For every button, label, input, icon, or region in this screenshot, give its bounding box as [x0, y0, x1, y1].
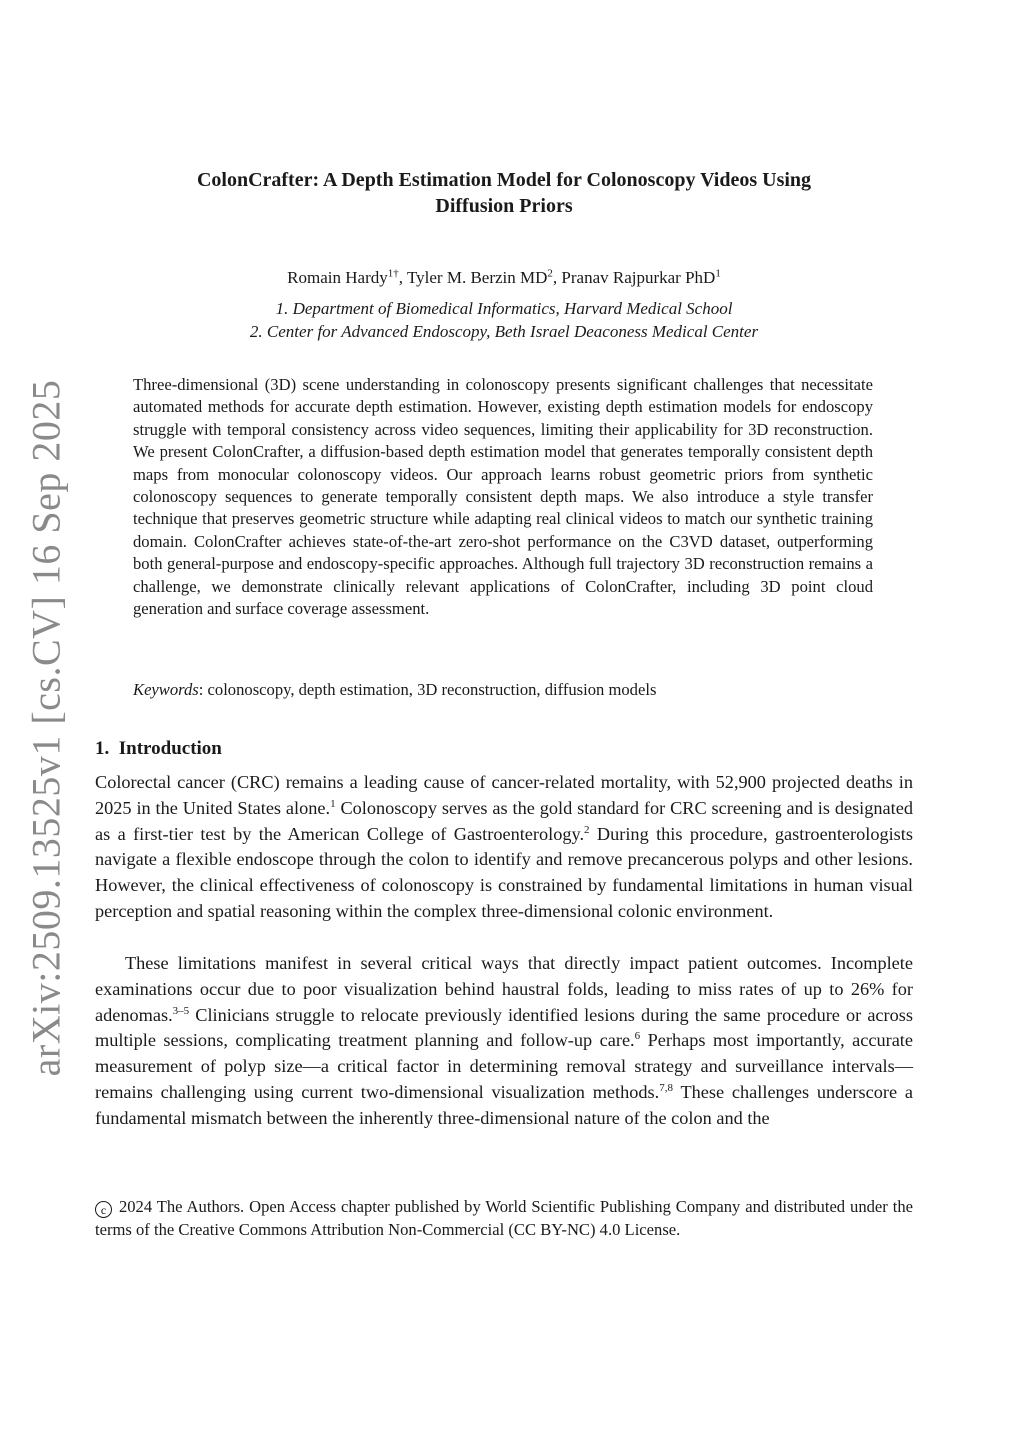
paper-title-line-2: Diffusion Priors	[435, 195, 573, 217]
paper-title-line-1: ColonCrafter: A Depth Estimation Model for Colonoscopy Videos Using	[196, 169, 812, 191]
copyright-icon: c	[95, 1201, 112, 1218]
keywords-separator: :	[198, 680, 208, 699]
author-affiliation-mark: 2	[547, 267, 553, 280]
author-name: Tyler M. Berzin MD	[406, 268, 548, 287]
author-separator: ,	[398, 268, 407, 287]
section-heading-introduction	[95, 737, 222, 761]
copyright-footnote	[95, 1196, 913, 1241]
author-name: Pranav Rajpurkar PhD	[561, 268, 716, 287]
paragraph-sentence: These limitations manifest in several critical ways that directly impact patient outcomes. Incomplete examinations occur due to poor visualization behind haustral folds, leading to miss rates of up to 26% for adenomas.	[95, 953, 913, 1025]
arxiv-identifier-stamp: arXiv:2509.13525v1 [cs.CV] 16 Sep 2025	[23, 379, 69, 1077]
paragraph-sentence: These challenges underscore a fundamental mismatch between the inherently three-dimensional nature of the colon and the	[95, 1081, 913, 1128]
author-list	[95, 266, 913, 290]
keywords-line	[133, 679, 873, 701]
author-name: Romain Hardy	[287, 268, 388, 287]
introduction-paragraph-1	[95, 770, 913, 925]
citation-ref: 2	[584, 823, 590, 836]
author-separator: ,	[552, 268, 562, 287]
affiliation-2: 2. Center for Advanced Endoscopy, Beth Israel Deaconess Medical Center	[249, 322, 759, 341]
introduction-paragraph-2	[95, 951, 913, 1132]
citation-ref: 1	[330, 797, 336, 810]
author-affiliation-mark: 1†	[387, 267, 399, 280]
affiliation-1: 1. Department of Biomedical Informatics, Harvard Medical School	[275, 299, 733, 318]
section-number: 1.	[95, 738, 110, 759]
keywords-label: Keywords	[133, 680, 199, 699]
paragraph-sentence: Colonoscopy serves as the gold standard for CRC screening and is designated as a first-tier test by the American College of Gastroenterology.	[95, 797, 913, 844]
citation-ref: 6	[634, 1030, 641, 1043]
author-affiliation-mark: 1	[715, 267, 721, 280]
keywords-text: colonoscopy, depth estimation, 3D reconstruction, diffusion models	[207, 680, 657, 699]
paragraph-sentence: Perhaps most importantly, accurate measurement of polyp size—a critical factor in determining removal strategy and surveillance intervals—remains challenging using current two-dimensional visualization methods.	[95, 1030, 913, 1102]
paragraph-sentence: Clinicians struggle to relocate previously identified lesions during the same procedure or across multiple sessions, complicating treatment planning and follow-up care.	[95, 1004, 913, 1051]
abstract-text: Three-dimensional (3D) scene understanding in colonoscopy presents significant challenges that necessitate automated methods for accurate depth estimation. However, existing depth estimation models for endoscopy struggle with temporal consistency across video sequences, limiting their applicability for 3D reconstruction. We present ColonCrafter, a diffusion-based depth estimation model that generates temporally consistent depth maps from monocular colonoscopy videos. Our approach learns robust geometric priors from synthetic colonoscopy sequences to generate temporally consistent depth maps. We also introduce a style transfer technique that preserves geometric structure while adapting real clinical videos to match our synthetic training domain. ColonCrafter achieves state-of-the-art zero-shot performance on the C3VD dataset, outperforming both general-purpose and endoscopy-specific approaches. Although full trajectory 3D reconstruction remains a challenge, we demonstrate clinically relevant applications of ColonCrafter, including 3D point cloud generation and surface coverage assessment.	[133, 375, 873, 619]
paragraph-sentence: During this procedure, gastroenterologists navigate a flexible endoscope through the colon to identify and remove precancerous polyps and other lesions. However, the clinical effectiveness of colonoscopy is constrained by fundamental limitations in human visual perception and spatial reasoning within the complex three-dimensional colonic environment.	[95, 823, 913, 921]
citation-ref: 3–5	[172, 1004, 190, 1017]
copyright-text: 2024 The Authors. Open Access chapter published by World Scientific Publishing Company and distributed under the terms of the Creative Commons Attribution Non-Commercial (CC BY-NC) 4.0 License.	[95, 1197, 914, 1239]
citation-ref: 7,8	[659, 1081, 673, 1094]
section-title: Introduction	[118, 738, 222, 759]
paper-title	[95, 167, 913, 219]
paragraph-sentence: Colorectal cancer (CRC) remains a leading cause of cancer-related mortality, with 52,900 projected deaths in 2025 in the United States alone.	[95, 772, 913, 818]
